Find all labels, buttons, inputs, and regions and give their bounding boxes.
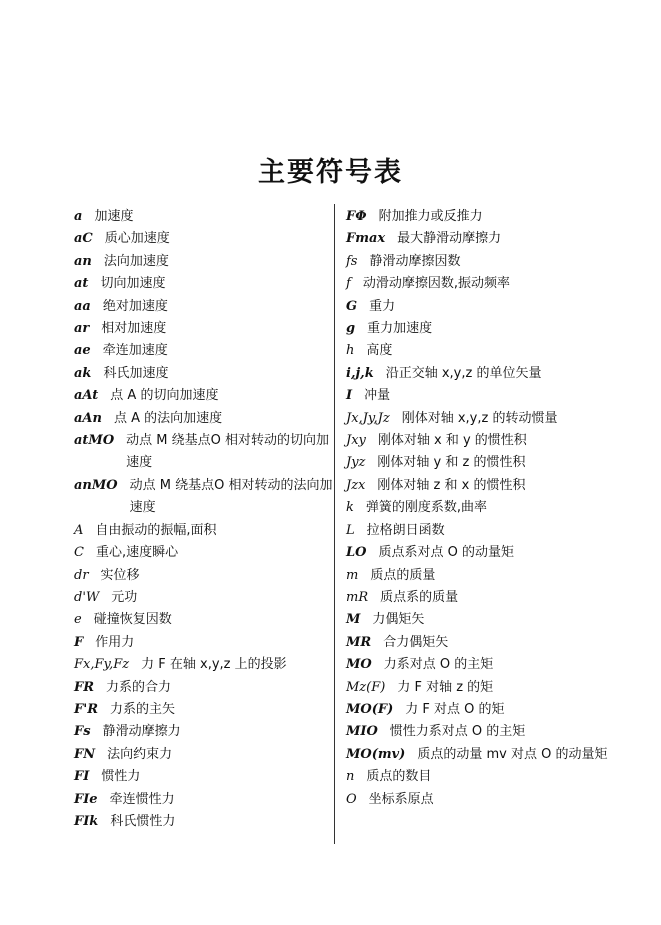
- symbol: Jxy: [346, 433, 366, 449]
- symbol-description: 力系的主矢: [110, 701, 176, 717]
- symbol-entry: [74, 385, 334, 407]
- symbol-description: 重力: [369, 298, 396, 314]
- symbol: C: [74, 545, 84, 561]
- symbol: m: [346, 567, 359, 583]
- symbol-description: 刚体对轴 y 和 z 的惯性积: [377, 455, 526, 471]
- symbol-description: 沿正交轴 x,y,z 的单位矢量: [385, 365, 542, 381]
- symbol-description: 重力加速度: [367, 321, 433, 337]
- symbol-list-right: [346, 206, 616, 811]
- symbol-description: 碰撞恢复因数: [93, 612, 172, 628]
- symbol-entry: [346, 721, 616, 743]
- symbol-entry: [346, 609, 616, 631]
- symbol-entry: [346, 228, 616, 250]
- symbol: i,j,k: [346, 365, 374, 381]
- symbol-entry: [346, 587, 616, 609]
- symbol-entry: [74, 296, 334, 318]
- symbol: LO: [346, 545, 367, 561]
- symbol-description: 重心,速度瞬心: [95, 545, 179, 561]
- symbol-entry: [346, 363, 616, 385]
- symbol: ae: [74, 343, 91, 359]
- symbol-description: 质点的质量: [370, 567, 436, 583]
- symbol: FR: [74, 679, 95, 695]
- symbol-entry: [346, 766, 616, 788]
- symbol-entry: [346, 789, 616, 811]
- symbol-entry: [346, 251, 616, 273]
- symbol-description: 刚体对轴 x 和 y 的惯性积: [377, 433, 527, 449]
- symbol: Fmax: [346, 231, 386, 247]
- symbol-entry: [346, 542, 616, 564]
- symbol: h: [346, 343, 355, 359]
- symbol-entry: [74, 228, 334, 250]
- symbol: L: [346, 522, 355, 538]
- symbol: F: [74, 634, 84, 650]
- symbol-description: 加速度: [94, 209, 134, 224]
- symbol-description: 惯性力系对点 O 的主矩: [389, 724, 526, 740]
- symbol: FN: [74, 746, 96, 762]
- symbol-description: 刚体对轴 x,y,z 的转动惯量: [401, 410, 558, 426]
- symbol: MR: [346, 634, 372, 650]
- symbol-description: 动点 M 绕基点O 相对转动的法向加速度: [129, 477, 333, 516]
- symbol-entry: [74, 206, 334, 228]
- symbol-description: 科氏惯性力: [110, 813, 176, 829]
- symbol-entry: [74, 654, 334, 676]
- symbol-entry: [74, 587, 334, 609]
- symbol-entry: [74, 565, 334, 587]
- symbol-entry: [74, 542, 334, 564]
- symbol-description: 动点 M 绕基点O 相对转动的切向加速度: [126, 433, 330, 471]
- symbol-description: 坐标系原点: [368, 791, 434, 807]
- symbol: O: [346, 791, 357, 807]
- symbol-description: 力 F 在轴 x,y,z 上的投影: [141, 657, 287, 673]
- symbol: MO: [346, 657, 372, 673]
- symbol-entry: [74, 744, 334, 766]
- symbol-entry: [346, 699, 616, 721]
- symbol-description: 力系的合力: [106, 679, 172, 695]
- symbol: aa: [74, 298, 91, 314]
- symbol: anMO: [74, 477, 118, 493]
- symbol-entry: [346, 475, 616, 497]
- symbol-description: 最大静滑动摩擦力: [397, 231, 502, 247]
- symbol: k: [346, 500, 354, 516]
- symbol: dr: [74, 567, 89, 583]
- symbol: d'W: [74, 589, 100, 605]
- symbol: MO(F): [346, 701, 394, 717]
- symbol-description: 自由振动的振幅,面积: [95, 522, 217, 538]
- symbol-description: 法向加速度: [103, 253, 169, 269]
- symbol-description: 质点的动量 mv 对点 O 的动量矩: [417, 746, 608, 762]
- symbol-entry: [74, 789, 334, 811]
- symbol-entry: [346, 408, 616, 430]
- symbol-entry: [346, 497, 616, 519]
- symbol: MIO: [346, 724, 378, 740]
- symbol-entry: [346, 385, 616, 407]
- symbol: fs: [346, 253, 358, 269]
- symbol-entry: [74, 408, 334, 430]
- symbol: ar: [74, 321, 90, 337]
- symbol-list-left: [74, 206, 334, 833]
- symbol-entry: [74, 721, 334, 743]
- symbol-description: 切向加速度: [100, 276, 166, 292]
- symbol-entry: [74, 251, 334, 273]
- symbol-entry: [74, 520, 334, 542]
- symbol: ak: [74, 365, 92, 381]
- symbol: aAt: [74, 388, 99, 404]
- symbol-entry: [74, 632, 334, 654]
- symbol-entry: [346, 340, 616, 362]
- symbol-description: 实位移: [100, 567, 140, 583]
- symbol-entry: [346, 677, 616, 699]
- symbol: M: [346, 612, 361, 628]
- symbol: at: [74, 276, 89, 292]
- symbol-entry: [346, 318, 616, 340]
- symbol-entry: [74, 766, 334, 788]
- symbol: FI: [74, 769, 90, 785]
- symbol-description: 拉格朗日函数: [366, 522, 445, 538]
- symbol-description: 点 A 的切向加速度: [110, 388, 219, 404]
- symbol: g: [346, 321, 356, 337]
- symbol-description: 合力偶矩矢: [383, 634, 449, 650]
- symbol: Jx,Jy,Jz: [346, 410, 390, 426]
- symbol: A: [74, 522, 84, 538]
- symbol-entry: [74, 609, 334, 631]
- symbol-entry: [74, 677, 334, 699]
- symbol: an: [74, 253, 92, 269]
- symbol: FIe: [74, 791, 98, 807]
- symbol: Jyz: [346, 455, 366, 471]
- symbol-description: 刚体对轴 z 和 x 的惯性积: [377, 477, 526, 493]
- symbol: aAn: [74, 410, 102, 426]
- symbol-entry: [74, 699, 334, 721]
- symbol-description: 力系对点 O 的主矩: [383, 657, 494, 673]
- symbol-description: 质点的数目: [366, 769, 432, 785]
- symbol-entry: [346, 654, 616, 676]
- symbol: G: [346, 298, 358, 314]
- symbol-entry: [74, 811, 334, 833]
- symbol-description: 力 F 对轴 z 的矩: [397, 679, 494, 695]
- symbol-description: 作用力: [95, 634, 135, 650]
- symbol-description: 相对加速度: [101, 321, 167, 337]
- symbol: FΦ: [346, 209, 367, 224]
- symbol-description: 高度: [366, 343, 393, 359]
- symbol-entry: [74, 273, 334, 295]
- symbol-entry: [346, 296, 616, 318]
- symbol-description: 质心加速度: [104, 231, 170, 247]
- symbol: FIk: [74, 813, 99, 829]
- symbol: Fx,Fy,Fz: [74, 657, 130, 673]
- symbol-description: 静滑动摩擦力: [102, 724, 181, 740]
- page-title: 主要符号表: [258, 157, 403, 188]
- symbol-description: 附加推力或反推力: [378, 209, 483, 224]
- symbol-description: 元功: [111, 589, 138, 605]
- symbol-entry: [346, 744, 616, 766]
- symbol-entry: [346, 632, 616, 654]
- symbol-entry: [346, 520, 616, 542]
- symbol-description: 点 A 的法向加速度: [113, 410, 223, 426]
- symbol: I: [346, 388, 353, 404]
- symbol-entry: [74, 475, 334, 520]
- symbol-entry: [346, 430, 616, 452]
- symbol: aC: [74, 231, 93, 247]
- symbol: Mz(F): [346, 679, 386, 695]
- symbol-description: 绝对加速度: [102, 298, 168, 314]
- symbol: f: [346, 276, 351, 292]
- symbol-description: 法向约束力: [107, 746, 173, 762]
- column-divider: [334, 204, 335, 844]
- symbol-description: 牵连惯性力: [109, 791, 175, 807]
- symbol-description: 牵连加速度: [102, 343, 168, 359]
- symbol-description: 冲量: [364, 388, 391, 404]
- symbol: mR: [346, 589, 369, 605]
- symbol: MO(mv): [346, 746, 406, 762]
- symbol: a: [74, 209, 83, 224]
- symbol-entry: [74, 430, 334, 475]
- symbol-entry: [74, 318, 334, 340]
- symbol-entry: [346, 273, 616, 295]
- symbol: e: [74, 612, 82, 628]
- symbol-entry: [346, 206, 616, 228]
- symbol-description: 质点系的质量: [380, 589, 459, 605]
- symbol-description: 弹簧的刚度系数,曲率: [365, 500, 488, 516]
- symbol: n: [346, 769, 355, 785]
- symbol-description: 力偶矩矢: [372, 612, 425, 628]
- symbol-entry: [74, 340, 334, 362]
- symbol-description: 惯性力: [101, 769, 141, 785]
- symbol-entry: [74, 363, 334, 385]
- symbol: Jzx: [346, 477, 366, 493]
- symbol: atMO: [74, 433, 115, 449]
- symbol-description: 动滑动摩擦因数,振动频率: [362, 276, 510, 292]
- symbol-description: 质点系对点 O 的动量矩: [378, 545, 514, 561]
- symbol-entry: [346, 565, 616, 587]
- symbol: Fs: [74, 724, 91, 740]
- symbol-description: 科氏加速度: [103, 365, 169, 381]
- symbol-description: 力 F 对点 O 的矩: [405, 701, 505, 717]
- symbol-description: 静滑动摩擦因数: [369, 253, 461, 269]
- symbol-entry: [346, 452, 616, 474]
- symbol: F'R: [74, 701, 99, 717]
